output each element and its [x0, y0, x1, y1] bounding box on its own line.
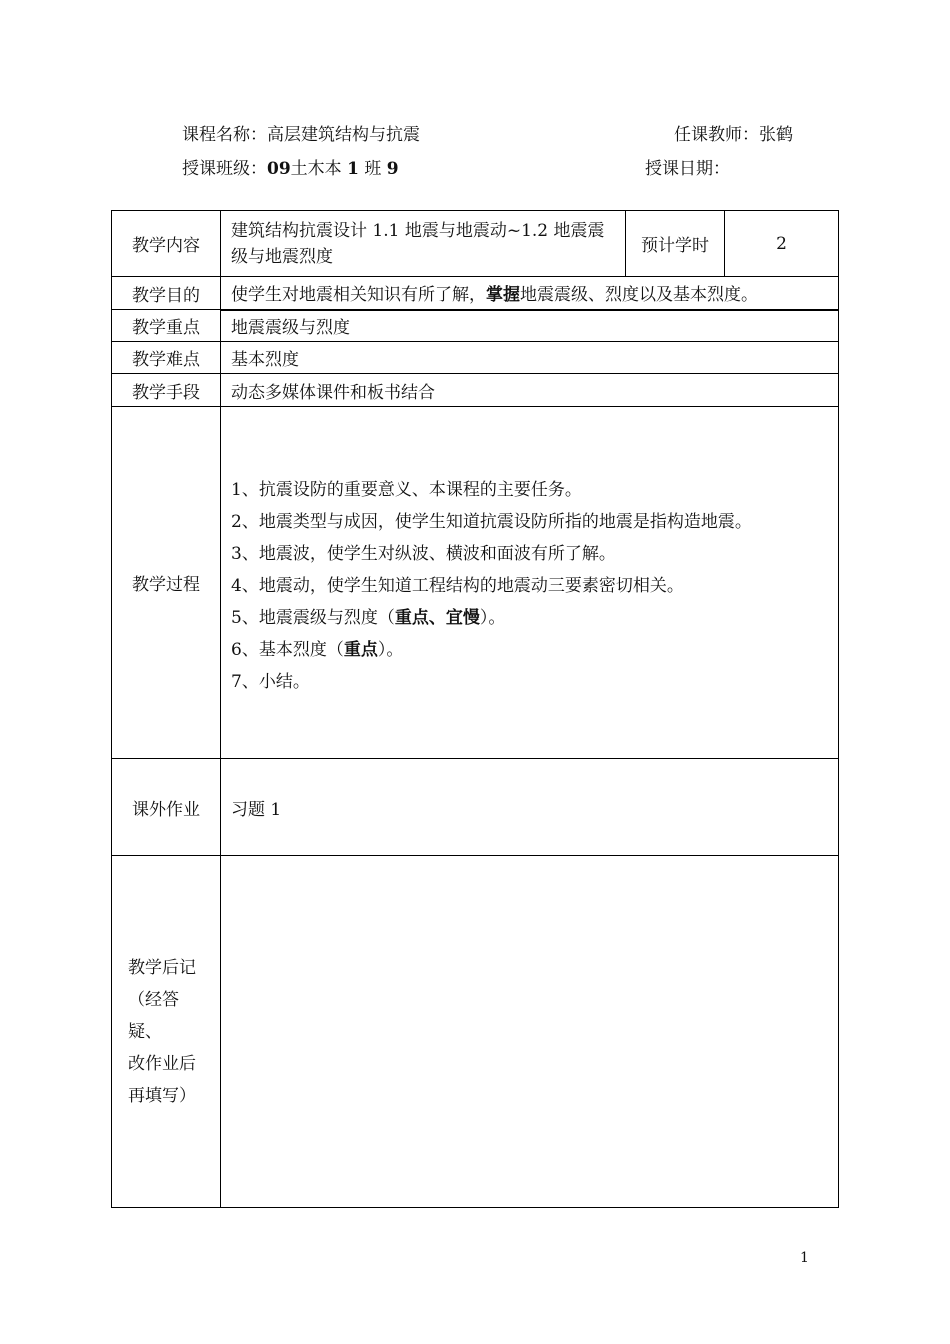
homework-label: 课外作业: [112, 759, 221, 856]
notes-value: [221, 856, 839, 1208]
class-year: 09: [267, 159, 291, 179]
notes-label-line-3: 改作业后: [128, 1053, 196, 1074]
goal-text-c: 地震震级、烈度以及基本烈度。: [520, 285, 758, 306]
class: [182, 154, 399, 179]
process-steps: [221, 407, 839, 759]
process-step-4: 4、地震动，使学生知道工程结构的地震动三要素密切相关。: [231, 575, 684, 596]
goal-text-a: 使学生对地震相关知识有所了解，: [231, 285, 486, 306]
goal-text-b: 掌握: [486, 285, 520, 306]
goal-label: 教学目的: [112, 277, 221, 310]
page-number: 1: [800, 1250, 809, 1266]
teacher-label: 任课教师：: [674, 125, 759, 145]
teacher-value: 张鹤: [759, 125, 793, 145]
process-step-5-c: ）。: [479, 607, 506, 628]
process-step-6-c: ）。: [377, 639, 404, 660]
row-focus: [112, 310, 839, 342]
process-step-5-b: 重点、宜慢: [394, 607, 480, 628]
difficulty-value: 基本烈度: [221, 342, 839, 374]
process-step-3: 3、地震波，使学生对纵波、横波和面波有所了解。: [231, 543, 616, 564]
hours-value: 2: [725, 211, 839, 277]
course-label: 课程名称：: [182, 125, 267, 145]
focus-label: 教学重点: [112, 310, 221, 342]
class-label: 授课班级：: [182, 159, 267, 179]
lesson-plan-table: [111, 210, 839, 1208]
process-step-6-b: 重点: [343, 639, 378, 660]
process-step-6-a: 6、基本烈度（: [231, 639, 344, 660]
date: [645, 154, 730, 179]
row-process: [112, 407, 839, 759]
process-step-5: [231, 602, 828, 634]
process-label: 教学过程: [112, 407, 221, 759]
goal-value: [221, 277, 839, 310]
date-label: 授课日期：: [645, 159, 730, 179]
row-goal: [112, 277, 839, 310]
row-notes: [112, 856, 839, 1208]
focus-value: 地震震级与烈度: [221, 310, 839, 342]
notes-label-line-2: （经答疑、: [128, 989, 179, 1042]
content-label: 教学内容: [112, 211, 221, 277]
course-name: [182, 120, 420, 145]
notes-label: [112, 856, 221, 1208]
hours-label: 预计学时: [626, 211, 725, 277]
method-label: 教学手段: [112, 374, 221, 407]
notes-label-line-1: 教学后记: [128, 957, 196, 978]
process-step-6: [231, 634, 828, 666]
notes-label-line-4: 再填写）: [128, 1085, 196, 1106]
row-method: [112, 374, 839, 407]
row-homework: [112, 759, 839, 856]
class-number: 1: [347, 159, 359, 179]
class-major: 土木本: [290, 159, 342, 179]
homework-value: 习题 1: [221, 759, 839, 856]
row-content: [112, 211, 839, 277]
class-ban: 班: [364, 159, 382, 179]
process-step-5-a: 5、地震震级与烈度（: [231, 607, 395, 628]
teacher: [674, 120, 793, 145]
difficulty-label: 教学难点: [112, 342, 221, 374]
process-step-7: 7、小结。: [231, 671, 310, 692]
row-difficulty: [112, 342, 839, 374]
process-step-1: 1、抗震设防的重要意义、本课程的主要任务。: [231, 479, 582, 500]
content-value: 建筑结构抗震设计 1.1 地震与地震动~1.2 地震震级与地震烈度: [221, 211, 626, 277]
class-suffix: 9: [386, 159, 399, 179]
method-value: 动态多媒体课件和板书结合: [221, 374, 839, 407]
process-step-2: 2、地震类型与成因，使学生知道抗震设防所指的地震是指构造地震。: [231, 511, 752, 532]
course-value: 高层建筑结构与抗震: [267, 125, 420, 145]
